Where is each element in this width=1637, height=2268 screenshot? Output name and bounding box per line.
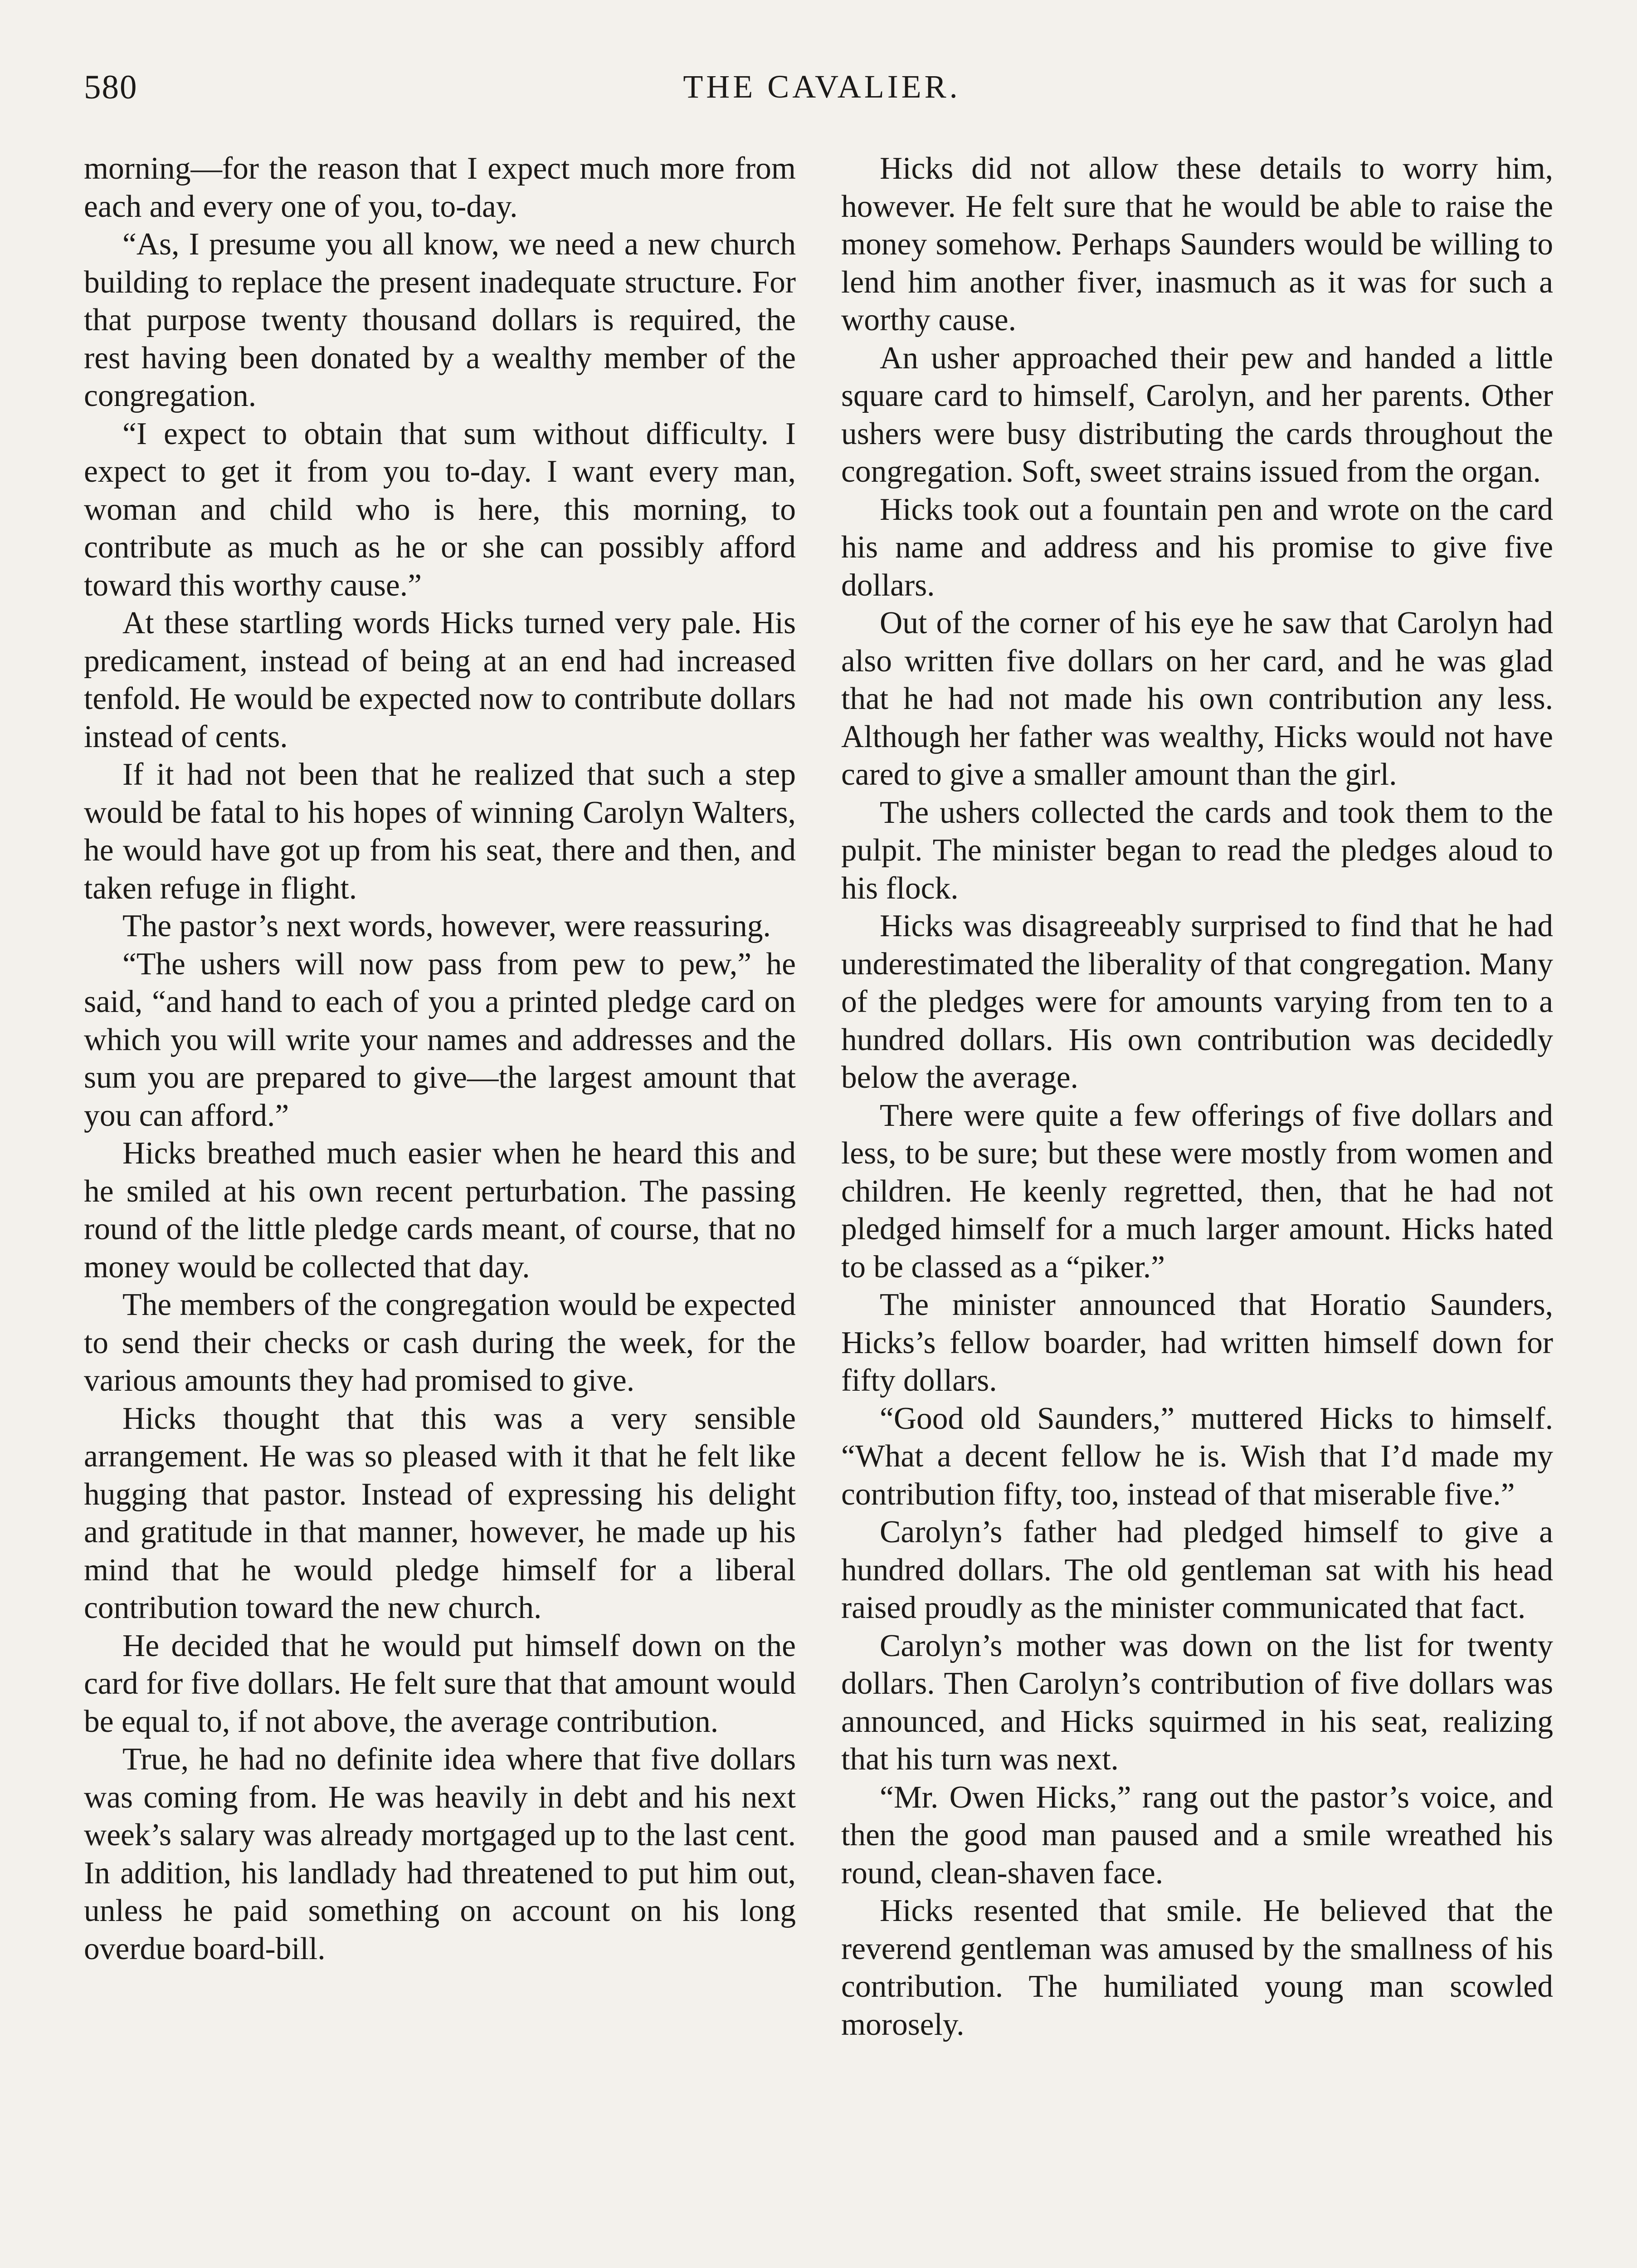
paragraph: Carolyn’s mother was down on the list for twenty dollars. Then Carolyn’s contribution of five dollars was announced, and Hicks squirmed in his seat, realizing that his turn was next. bbox=[841, 1628, 1553, 1777]
paragraph: He decided that he would put himself down on the card for five dollars. He felt sure that that amount would be equal to, if not above, the average contribution. bbox=[84, 1628, 796, 1739]
paragraph: Hicks took out a fountain pen and wrote on the card his name and address and his promise to give five dollars. bbox=[841, 492, 1553, 603]
paragraph: If it had not been that he realized that such a step would be fatal to his hopes of winning Carolyn Walters, he would have got up from his seat, there and then, and taken refuge in flight. bbox=[84, 757, 796, 906]
left-column bbox=[84, 150, 796, 1968]
paragraph: “As, I presume you all know, we need a new church building to replace the present inadequate structure. For that purpose twenty thousand dollars is required, the rest having been donated by a wealthy member of the congregation. bbox=[84, 227, 796, 413]
paragraph: Hicks resented that smile. He believed that the reverend gentleman was amused by the smallness of his contribution. The humiliated young man scowled morosely. bbox=[841, 1893, 1553, 2042]
paragraph: True, he had no definite idea where that five dollars was coming from. He was heavily in debt and his next week’s salary was already mortgaged up to the last cent. In addition, his landlady had threatened to put him out, unless he paid something on account on his long overdue board-bill. bbox=[84, 1742, 796, 1966]
paragraph: “Good old Saunders,” muttered Hicks to himself. “What a decent fellow he is. Wish that I’d made my contribution fifty, too, instead of that miserable five.” bbox=[841, 1401, 1553, 1512]
paragraph: An usher approached their pew and handed a little square card to himself, Carolyn, and her parents. Other ushers were busy distributing the cards throughout the congregation. Soft, sweet strains issued from the organ. bbox=[841, 340, 1553, 489]
paragraph: “Mr. Owen Hicks,” rang out the pastor’s voice, and then the good man paused and a smile wreathed his round, clean-shaven face. bbox=[841, 1779, 1553, 1891]
running-title: THE CAVALIER. bbox=[683, 68, 961, 105]
paragraph: The members of the congregation would be expected to send their checks or cash during the week, for the various amounts they had promised to give. bbox=[84, 1287, 796, 1398]
paragraph: The minister announced that Horatio Saunders, Hicks’s fellow boarder, had written himself down for fifty dollars. bbox=[841, 1287, 1553, 1398]
paragraph: The ushers collected the cards and took them to the pulpit. The minister began to read the pledges aloud to his flock. bbox=[841, 795, 1553, 906]
page-header bbox=[84, 59, 1560, 118]
paragraph: Hicks breathed much easier when he heard this and he smiled at his own recent perturbation. The passing round of the little pledge cards meant, of course, that no money would be collected that day. bbox=[84, 1136, 796, 1285]
paragraph: morning—for the reason that I expect much more from each and every one of you, to-day. bbox=[84, 151, 796, 224]
paragraph: Carolyn’s father had pledged himself to give a hundred dollars. The old gentleman sat with his head raised proudly as the minister communicated that fact. bbox=[841, 1515, 1553, 1625]
paragraph: Hicks thought that this was a very sensible arrangement. He was so pleased with it that he felt like hugging that pastor. Instead of expressing his delight and gratitude in that manner, however, he made up his mind that he would pledge himself for a liberal contribution toward the new church. bbox=[84, 1401, 796, 1625]
paragraph: Out of the corner of his eye he saw that Carolyn had also written five dollars on her card, and he was glad that he had not made his own contribution any less. Although her father was wealthy, Hicks would not have cared to give a smaller amount than the girl. bbox=[841, 606, 1553, 792]
paragraph: “The ushers will now pass from pew to pew,” he said, “and hand to each of you a printed pledge card on which you will write your names and addresses and the sum you are prepared to give—the largest amount that you can afford.” bbox=[84, 946, 796, 1133]
paragraph: At these startling words Hicks turned very pale. His predicament, instead of being at an end had increased tenfold. He would be expected now to contribute dollars instead of cents. bbox=[84, 606, 796, 754]
paragraph: Hicks was disagreeably surprised to find that he had underestimated the liberality of that congregation. Many of the pledges were for amounts varying from ten to a hundred dollars. His own contribution was decidedly below the average. bbox=[841, 909, 1553, 1095]
paragraph: Hicks did not allow these details to worry him, however. He felt sure that he would be able to raise the money somehow. Perhaps Saunders would be willing to lend him another fiver, inasmuch as it was for such a worthy cause. bbox=[841, 151, 1553, 337]
page-number: 580 bbox=[84, 68, 138, 106]
paragraph: There were quite a few offerings of five dollars and less, to be sure; but these were mostly from women and children. He keenly regretted, then, that he had not pledged himself for a much larger amount. Hicks hated to be classed as a “piker.” bbox=[841, 1098, 1553, 1285]
paragraph: The pastor’s next words, however, were reassuring. bbox=[122, 909, 771, 943]
paragraph: “I expect to obtain that sum without difficulty. I expect to get it from you to-day. I want every man, woman and child who is here, this morning, to contribute as much as he or she can possibly afford toward this worthy cause.” bbox=[84, 416, 796, 603]
right-column bbox=[841, 150, 1553, 2043]
